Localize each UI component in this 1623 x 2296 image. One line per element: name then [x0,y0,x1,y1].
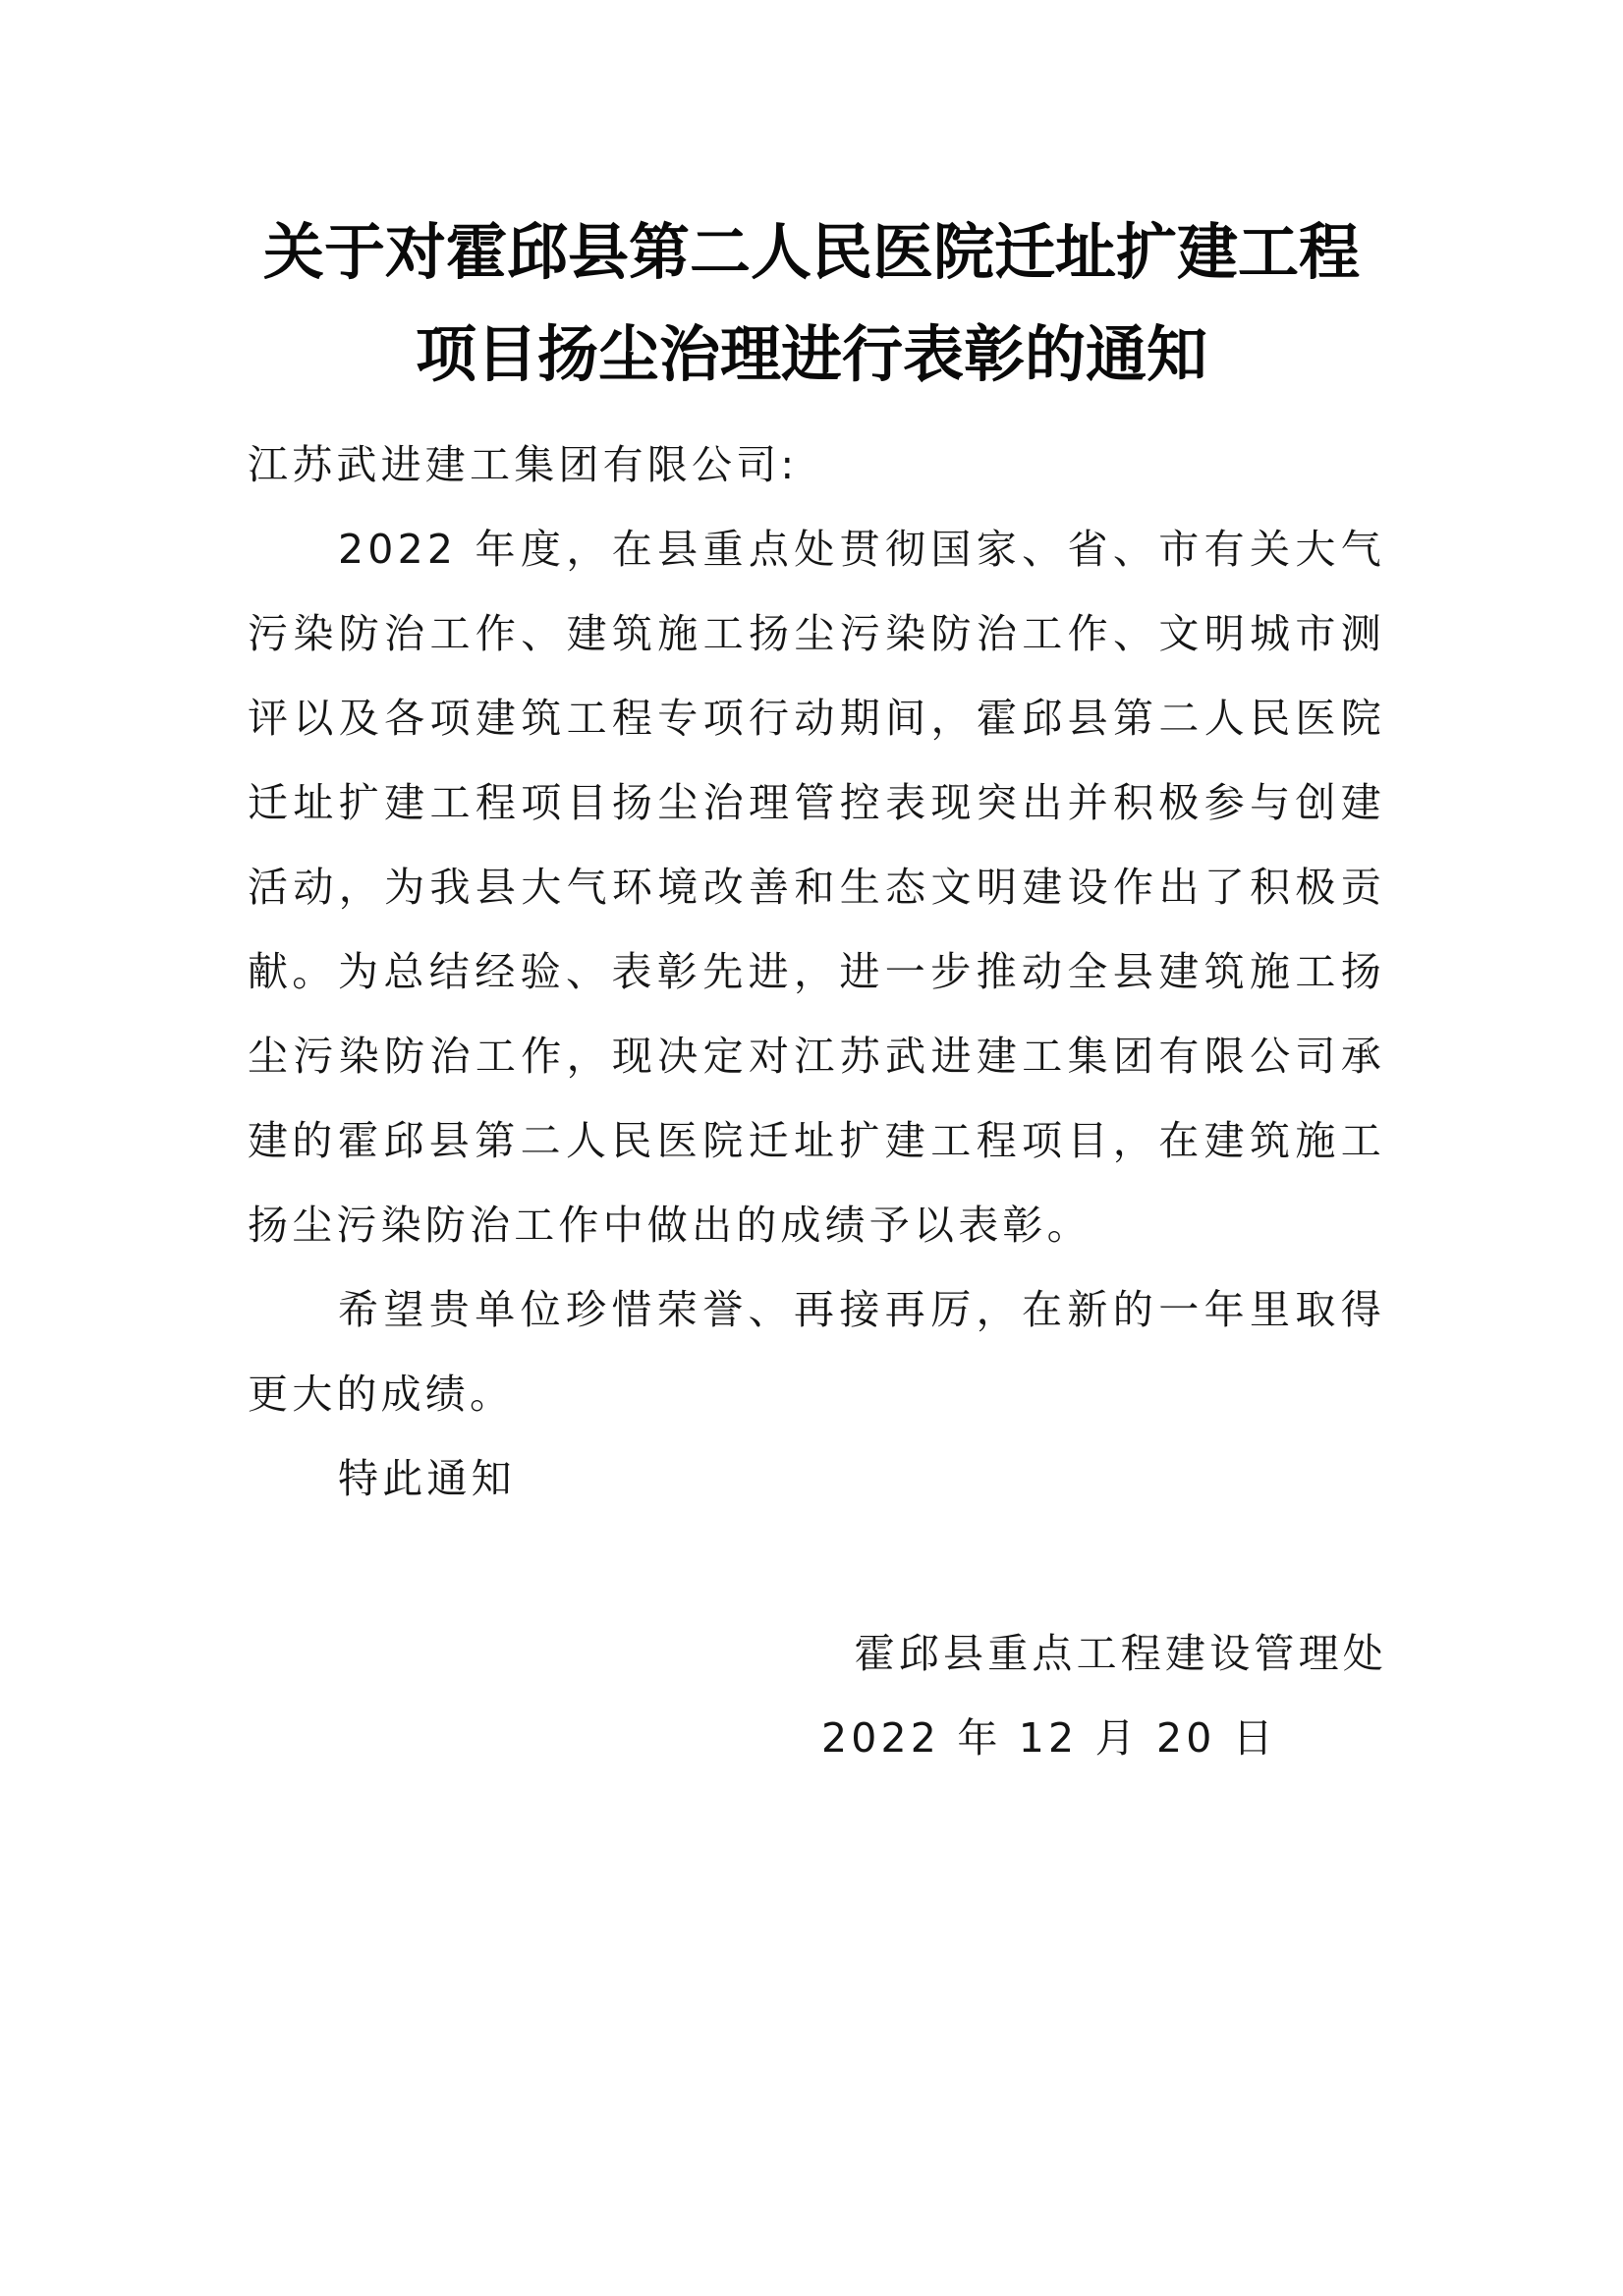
title-line-2: 项目扬尘治理进行表彰的通知 [415,318,1207,390]
paragraph-3: 霍邱县第二人民医院迁址扩建工程项目，在建筑施工扬尘污染防治工作中做出的成绩予以表彰。 [248,1117,1385,1249]
document-title [216,201,1407,406]
issuer-signature: 霍邱县重点工程建设管理处 [854,1630,1387,1677]
paragraph-4: 希望贵单位珍惜荣誉、再接再厉，在新的一年里取得更大的成绩。 [248,1286,1385,1418]
title-line-1: 关于对霍邱县第二人民医院迁址扩建工程 [262,216,1360,288]
paragraph-2: 为总结经验、表彰先进，进一步推动全县建筑施工扬尘污染防治工作，现决定对江苏武进建工集团有限公司承建的 [248,948,1385,1164]
paragraph-1: 2022 年度，在县重点处贯彻国家、省、市有关大气污染防治工作、建筑施工扬尘污染防治工作、文明城市测评以及各项建筑工程专项行动期间，霍邱县第二人民医院迁址扩建工程项目扬尘治理管控表现突出并积极参与创建活动，为我县大气环境改善和生态文明建设作出了积极贡献。 [248,526,1385,995]
salutation: 江苏武进建工集团有限公司: [248,441,799,488]
issue-date: 2022 年 12 月 20 日 [820,1714,1277,1762]
closing-remark: 特此通知 [338,1455,516,1502]
